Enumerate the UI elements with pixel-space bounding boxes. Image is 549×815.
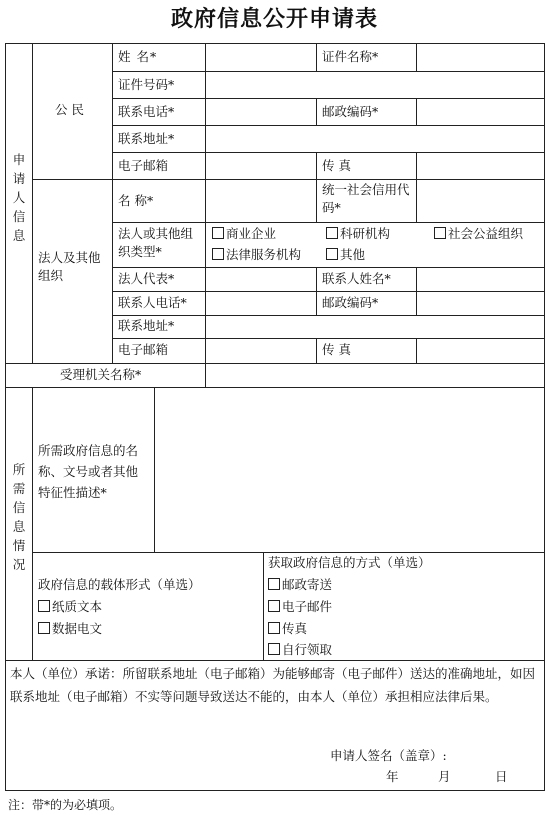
checkbox-icon [268, 578, 280, 590]
option-label: 法律服务机构 [226, 247, 302, 262]
legal-rep-field[interactable] [206, 268, 316, 291]
divider [316, 267, 317, 291]
signature-label: 申请人签名（盖章）: [330, 748, 447, 763]
org-option-other[interactable] [326, 246, 365, 264]
checkbox-icon [212, 248, 224, 260]
checkbox-icon [326, 227, 338, 239]
legal-name-label: 名 称* [118, 193, 154, 208]
citizen-id-type-field[interactable] [417, 45, 544, 71]
info-desc-field[interactable] [155, 388, 544, 552]
border-left [5, 43, 6, 791]
citizen-id-type-label: 证件名称* [322, 49, 379, 64]
method-option-post[interactable] [268, 576, 332, 594]
divider [32, 43, 33, 363]
option-label: 社会公益组织 [448, 226, 524, 241]
checkbox-icon [212, 227, 224, 239]
citizen-postcode-label: 邮政编码* [322, 104, 379, 119]
org-option-legal-service[interactable] [212, 246, 301, 264]
info-section-label: 所需信息情况 [12, 462, 26, 572]
option-label: 电子邮件 [282, 599, 333, 614]
footnote: 注：带*的为必填项。 [8, 798, 123, 812]
method-option-self-pickup[interactable] [268, 641, 332, 659]
citizen-id-number-label: 证件号码* [118, 77, 175, 92]
checkbox-icon [38, 622, 50, 634]
divider [316, 338, 317, 363]
legal-postcode-label: 邮政编码* [322, 295, 379, 310]
legal-postcode-field[interactable] [417, 292, 544, 315]
credit-code-field[interactable] [417, 180, 544, 222]
checkbox-icon [434, 227, 446, 239]
legal-fax-field[interactable] [417, 339, 544, 363]
divider [112, 222, 544, 223]
contact-name-label: 联系人姓名* [322, 271, 391, 286]
citizen-name-field[interactable] [206, 45, 316, 71]
legal-fax-label: 传 真 [322, 342, 351, 357]
citizen-address-field[interactable] [206, 126, 544, 152]
citizen-postcode-field[interactable] [417, 99, 544, 125]
carrier-option-paper[interactable] [38, 598, 102, 616]
legal-address-label: 联系地址* [118, 318, 175, 333]
contact-phone-field[interactable] [206, 292, 316, 315]
legal-address-field[interactable] [206, 316, 544, 338]
date-year-label: 年 [386, 769, 399, 784]
legal-email-label: 电子邮箱 [118, 342, 169, 357]
divider [32, 552, 544, 553]
method-option-fax[interactable] [268, 620, 307, 638]
citizen-name-label: 姓 名* [118, 49, 158, 64]
date-month-label: 月 [438, 769, 451, 784]
citizen-address-label: 联系地址* [118, 131, 175, 146]
option-label: 数据电文 [52, 621, 103, 636]
contact-name-field[interactable] [417, 268, 544, 291]
option-label: 科研机构 [340, 226, 391, 241]
org-type-label: 法人或其他组织类型* [118, 226, 194, 259]
org-option-research[interactable] [326, 225, 390, 243]
citizen-phone-field[interactable] [206, 99, 316, 125]
citizen-fax-field[interactable] [417, 153, 544, 179]
divider [316, 98, 317, 125]
divider [316, 291, 317, 315]
citizen-id-number-field[interactable] [206, 72, 544, 98]
date-day-label: 日 [495, 769, 508, 784]
legal-name-field[interactable] [206, 180, 316, 222]
legal-rep-label: 法人代表* [118, 271, 175, 286]
credit-code-label: 统一社会信用代码* [322, 182, 410, 215]
org-option-commercial[interactable] [212, 225, 276, 243]
method-label: 获取政府信息的方式（单选） [268, 555, 431, 570]
divider [263, 552, 264, 660]
citizen-email-field[interactable] [206, 153, 316, 179]
divider [32, 387, 33, 660]
info-desc-label: 所需政府信息的名称、文号或者其他特征性描述* [38, 443, 139, 500]
carrier-option-electronic[interactable] [38, 620, 102, 638]
method-option-email[interactable] [268, 598, 332, 616]
option-label: 其他 [340, 247, 366, 262]
checkbox-icon [268, 622, 280, 634]
carrier-label: 政府信息的载体形式（单选） [38, 577, 201, 592]
option-label: 邮政寄送 [282, 577, 333, 592]
divider [316, 179, 317, 222]
checkbox-icon [268, 600, 280, 612]
org-option-public-welfare[interactable] [434, 225, 523, 243]
divider [316, 152, 317, 179]
contact-phone-label: 联系人电话* [118, 295, 187, 310]
divider [316, 43, 317, 71]
pledge-text: 本人（单位）承诺：所留联系地址（电子邮箱）为能够邮寄（电子邮件）送达的准确地址，如因联系地址（电子邮箱）不实等问题导致送达不能的，由本人（单位）承担相应法律后果。 [10, 666, 536, 704]
citizen-fax-label: 传 真 [322, 158, 351, 173]
checkbox-icon [326, 248, 338, 260]
citizen-phone-label: 联系电话* [118, 104, 175, 119]
citizen-email-label: 电子邮箱 [118, 158, 169, 173]
option-label: 传真 [282, 621, 308, 636]
border-bottom [5, 790, 545, 791]
legal-group-label: 法人及其他组织 [38, 250, 101, 283]
checkbox-icon [38, 600, 50, 612]
legal-email-field[interactable] [206, 339, 316, 363]
applicant-section-label: 申请人信息 [12, 152, 26, 243]
divider [205, 222, 206, 267]
form-title: 政府信息公开申请表 [170, 6, 378, 32]
border-top [5, 43, 545, 44]
border-right [544, 43, 545, 791]
option-label: 商业企业 [226, 226, 277, 241]
checkbox-icon [268, 643, 280, 655]
agency-field[interactable] [206, 364, 544, 387]
divider [5, 660, 545, 661]
option-label: 自行领取 [282, 642, 333, 657]
option-label: 纸质文本 [52, 599, 103, 614]
citizen-group-label: 公 民 [55, 102, 84, 117]
agency-label: 受理机关名称* [60, 367, 142, 382]
